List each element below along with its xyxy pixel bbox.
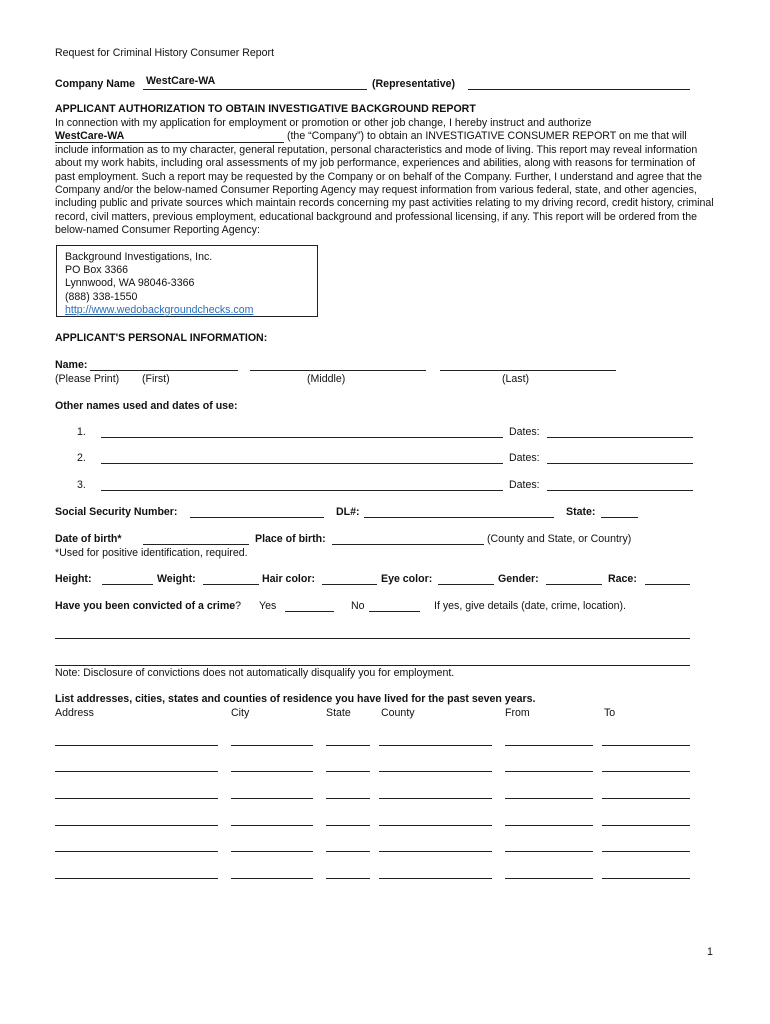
company-name-label: Company Name: [55, 78, 136, 90]
height-field[interactable]: [102, 584, 153, 585]
authorization-body: (the “Company”) to obtain an INVESTIGATIVE CONSUMER REPORT on me that will include information as to my character, general reputation, personal characteristics and mode of living. This report may reveal information about my work habits, including oral assessments of my job performance, experiences and abilities, along with reasons for termination of past employment. Such a report may be requested by the Company or on behalf of the Company. Further, I understand and agree that the Company and/or the below-named Consumer Reporting Agency may request information from various federal, state, and other agencies, including public and private sources which maintain records concerning my past activities relating to my driving record, credit history, criminal record, civil matters, previous employment, educational background and professional licensing, if any. This report will be ordered from the below-named Consumer Reporting Agency:: [55, 130, 714, 237]
dates-field-1[interactable]: [547, 437, 693, 438]
from-field[interactable]: [505, 825, 593, 826]
col-to: To: [604, 707, 616, 719]
from-field[interactable]: [505, 745, 593, 746]
to-field[interactable]: [602, 851, 690, 852]
county-field[interactable]: [379, 851, 492, 852]
last-name-field[interactable]: [440, 370, 616, 371]
agency-city: Lynnwood, WA 98046-3366: [65, 277, 195, 290]
other-name-number-1: 1.: [77, 426, 86, 438]
disclosure-note: Note: Disclosure of convictions does not automatically disqualify you for employment.: [55, 667, 455, 679]
yes-field[interactable]: [285, 611, 334, 612]
county-note: (County and State, or Country): [487, 533, 632, 545]
from-field[interactable]: [505, 771, 593, 772]
gender-field[interactable]: [546, 584, 602, 585]
from-field[interactable]: [505, 851, 593, 852]
address-field[interactable]: [55, 798, 218, 799]
agency-box: [56, 245, 318, 317]
city-field[interactable]: [231, 771, 313, 772]
ssn-field[interactable]: [190, 517, 324, 518]
eye-color-label: Eye color:: [381, 573, 433, 585]
col-state: State: [326, 707, 351, 719]
pob-field[interactable]: [332, 544, 484, 545]
dates-label-2: Dates:: [509, 452, 540, 464]
state-label: State:: [566, 506, 596, 518]
address-field[interactable]: [55, 825, 218, 826]
yes-label: Yes: [259, 600, 277, 612]
id-note: *Used for positive identification, required.: [55, 547, 248, 559]
dl-field[interactable]: [364, 517, 554, 518]
state-field[interactable]: [326, 745, 370, 746]
representative-label: (Representative): [372, 78, 456, 90]
details-field-1[interactable]: [55, 638, 690, 639]
dates-field-2[interactable]: [547, 463, 693, 464]
to-field[interactable]: [602, 771, 690, 772]
dates-field-3[interactable]: [547, 490, 693, 491]
county-field[interactable]: [379, 798, 492, 799]
eye-color-field[interactable]: [438, 584, 494, 585]
other-name-number-2: 2.: [77, 452, 86, 464]
to-field[interactable]: [602, 825, 690, 826]
details-label: If yes, give details (date, crime, location).: [434, 600, 626, 612]
county-field[interactable]: [379, 825, 492, 826]
agency-phone: (888) 338-1550: [65, 290, 138, 303]
no-field[interactable]: [369, 611, 420, 612]
race-label: Race:: [608, 573, 637, 585]
dates-label-1: Dates:: [509, 426, 540, 438]
race-field[interactable]: [645, 584, 690, 585]
pob-label: Place of birth:: [255, 533, 326, 545]
page-number: 1: [707, 946, 713, 958]
city-field[interactable]: [231, 851, 313, 852]
convicted-question: [55, 600, 241, 612]
from-field[interactable]: [505, 878, 593, 879]
personal-info-heading: APPLICANT'S PERSONAL INFORMATION:: [55, 332, 268, 344]
dob-label: Date of birth*: [55, 533, 122, 545]
authorized-company-field[interactable]: WestCare-WA: [55, 131, 284, 143]
state-field[interactable]: [326, 825, 370, 826]
middle-name-field[interactable]: [250, 370, 426, 371]
gender-label: Gender:: [498, 573, 539, 585]
hair-color-label: Hair color:: [262, 573, 315, 585]
agency-po-box: PO Box 3366: [65, 264, 129, 277]
other-names-label: Other names used and dates of use:: [55, 400, 238, 412]
last-label: (Last): [502, 373, 530, 385]
document-title: Request for Criminal History Consumer Report: [55, 47, 275, 59]
address-field[interactable]: [55, 851, 218, 852]
ssn-label: Social Security Number:: [55, 506, 178, 518]
city-field[interactable]: [231, 878, 313, 879]
representative-field[interactable]: [468, 89, 690, 90]
weight-field[interactable]: [203, 584, 259, 585]
col-from: From: [505, 707, 530, 719]
authorization-heading: APPLICANT AUTHORIZATION TO OBTAIN INVESTIGATIVE BACKGROUND REPORT: [55, 103, 476, 115]
address-field[interactable]: [55, 878, 218, 879]
dates-label-3: Dates:: [509, 479, 540, 491]
state-field[interactable]: [326, 798, 370, 799]
no-label: No: [351, 600, 365, 612]
company-name-field[interactable]: [143, 89, 367, 90]
authorization-text: [55, 117, 717, 238]
first-name-field[interactable]: [90, 370, 238, 371]
please-print-label: (Please Print): [55, 373, 120, 385]
to-field[interactable]: [602, 745, 690, 746]
convicted-question-mark: ?: [235, 600, 242, 612]
county-field[interactable]: [379, 745, 492, 746]
to-field[interactable]: [602, 878, 690, 879]
col-county: County: [381, 707, 415, 719]
county-field[interactable]: [379, 771, 492, 772]
agency-website-link[interactable]: http://www.wedobackgroundchecks.com: [65, 303, 254, 316]
convicted-label: Have you been convicted of a crime: [55, 600, 236, 612]
dob-field[interactable]: [143, 544, 249, 545]
addresses-heading: List addresses, cities, states and counties of residence you have lived for the past seven years.: [55, 693, 536, 705]
col-address: Address: [55, 707, 94, 719]
height-label: Height:: [55, 573, 92, 585]
agency-name: Background Investigations, Inc.: [65, 251, 213, 263]
city-field[interactable]: [231, 798, 313, 799]
from-field[interactable]: [505, 798, 593, 799]
city-field[interactable]: [231, 825, 313, 826]
col-city: City: [231, 707, 250, 719]
other-name-field-2[interactable]: [101, 463, 503, 464]
authorization-line-1: In connection with my application for employment or promotion or other job change, I hereby instruct and authorize: [55, 117, 592, 129]
name-label: Name:: [55, 359, 88, 371]
company-name-value: WestCare-WA: [146, 75, 216, 87]
dl-label: DL#:: [336, 506, 360, 518]
state-field[interactable]: [326, 851, 370, 852]
state-field[interactable]: [601, 517, 638, 518]
other-name-field-3[interactable]: [101, 490, 503, 491]
state-field[interactable]: [326, 771, 370, 772]
state-field[interactable]: [326, 878, 370, 879]
address-field[interactable]: [55, 771, 218, 772]
other-name-number-3: 3.: [77, 479, 86, 491]
first-label: (First): [142, 373, 170, 385]
details-field-2[interactable]: [55, 665, 690, 666]
city-field[interactable]: [231, 745, 313, 746]
middle-label: (Middle): [307, 373, 346, 385]
hair-color-field[interactable]: [322, 584, 377, 585]
other-name-field-1[interactable]: [101, 437, 503, 438]
county-field[interactable]: [379, 878, 492, 879]
to-field[interactable]: [602, 798, 690, 799]
weight-label: Weight:: [157, 573, 196, 585]
address-field[interactable]: [55, 745, 218, 746]
